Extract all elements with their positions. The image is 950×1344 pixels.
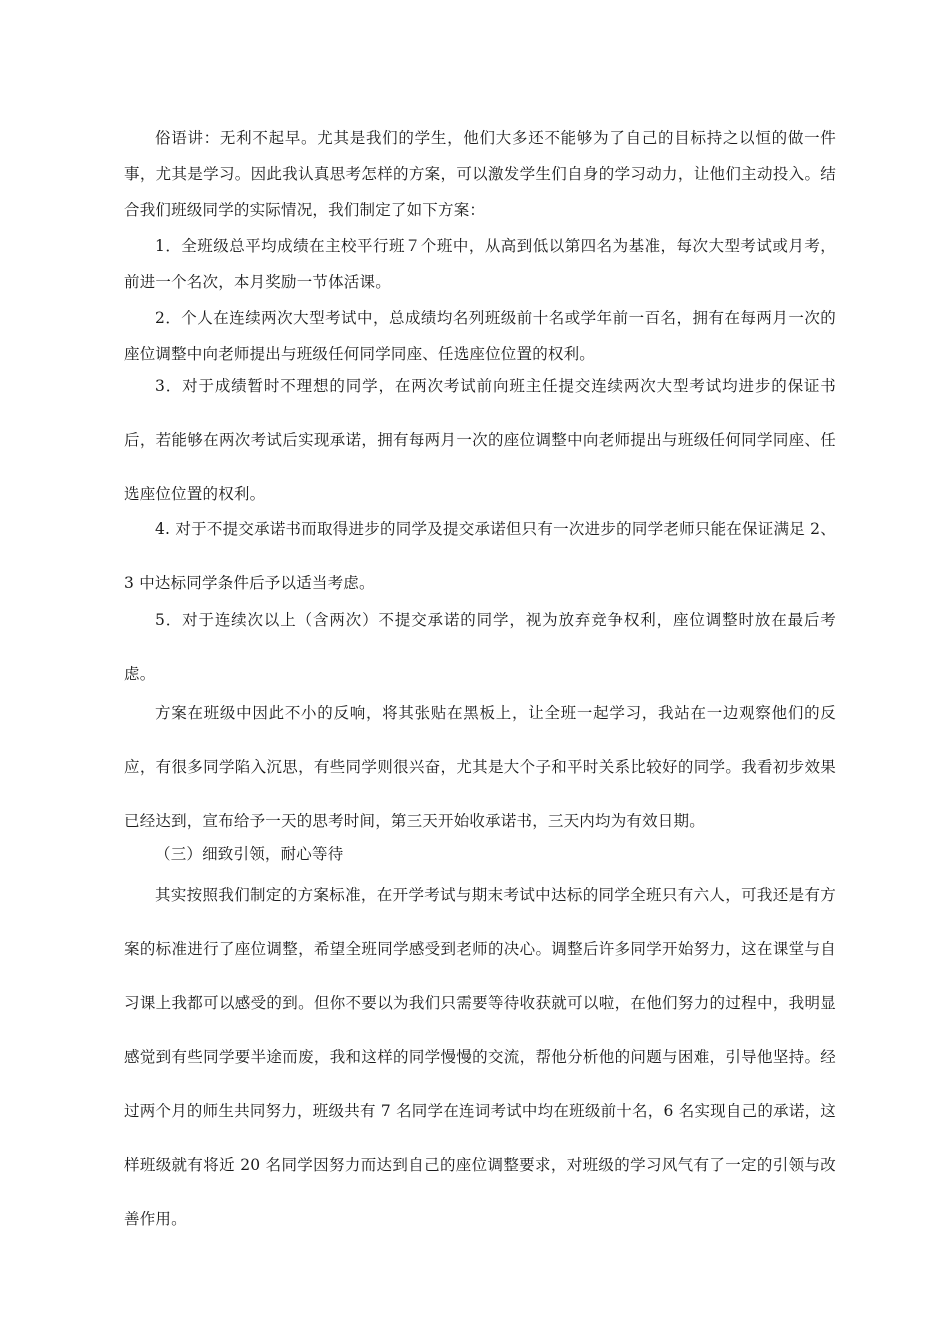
paragraph-reaction: 方案在班级中因此不小的反响，将其张贴在黑板上，让全班一起学习，我站在一边观察他们的反应，有很多同学陷入沉思，有些同学则很兴奋，尤其是大个子和平时关系比较好的同学。我看初步效果已经达到，宣布给予一天的思考时间，第三天开始收承诺书，三天内均为有效日期。	[124, 704, 836, 830]
paragraph-rule-5: 5．对于连续次以上（含两次）不提交承诺的同学，视为放弃竞争权利，座位调整时放在最后考虑。	[124, 611, 836, 683]
paragraph-intro: 俗语讲：无利不起早。尤其是我们的学生，他们大多还不能够为了自己的目标持之以恒的做一件事，尤其是学习。因此我认真思考怎样的方案，可以激发学生们自身的学习动力，让他们主动投入。结合我们班级同学的实际情况，我们制定了如下方案：	[124, 129, 836, 219]
paragraph-rule-1: 1．全班级总平均成绩在主校平行班７个班中，从高到低以第四名为基准，每次大型考试或月考，前进一个名次，本月奖励一节体活课。	[124, 237, 836, 291]
paragraph-rule-3: 3．对于成绩暂时不理想的同学，在两次考试前向班主任提交连续两次大型考试均进步的保证书后，若能够在两次考试后实现承诺，拥有每两月一次的座位调整中向老师提出与班级任何同学同座、任选座位位置的权利。	[124, 377, 836, 503]
paragraph-rule-4: 4. 对于不提交承诺书而取得进步的同学及提交承诺但只有一次进步的同学老师只能在保证满足 2、3 中达标同学条件后予以适当考虑。	[124, 520, 836, 592]
paragraph-outcome: 其实按照我们制定的方案标准，在开学考试与期末考试中达标的同学全班只有六人，可我还是有方案的标准进行了座位调整，希望全班同学感受到老师的决心。调整后许多同学开始努力，这在课堂与自习课上我都可以感受的到。但你不要以为我们只需要等待收获就可以啦，在他们努力的过程中，我明显感觉到有些同学要半途而废，我和这样的同学慢慢的交流，帮他分析他的问题与困难，引导他坚持。经过两个月的师生共同努力，班级共有 7 名同学在连词考试中均在班级前十名，6 名实现自己的承诺，这样班级就有将近 20 名同学因努力而达到自己的座位调整要求，对班级的学习风气有了一定的引领与改善作用。	[124, 886, 836, 1228]
paragraph-rule-2: 2．个人在连续两次大型考试中，总成绩均名列班级前十名或学年前一百名，拥有在每两月一次的座位调整中向老师提出与班级任何同学同座、任选座位位置的权利。	[124, 309, 836, 363]
section-heading: （三）细致引领，耐心等待	[155, 845, 344, 863]
